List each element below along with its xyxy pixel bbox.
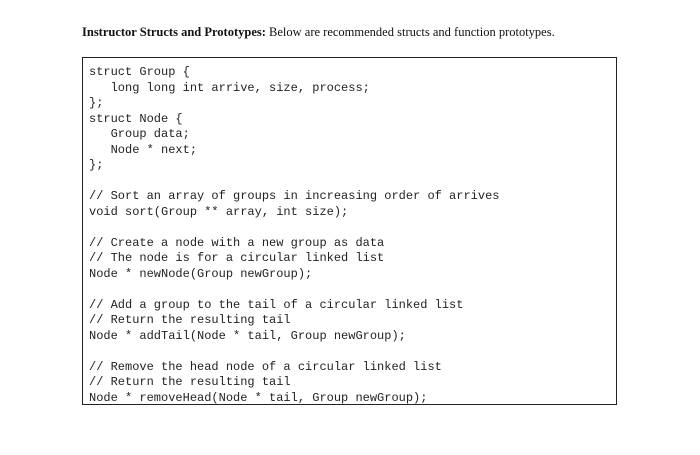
code-line: Node * removeHead(Node * tail, Group newGroup);	[89, 390, 428, 405]
remove-head-prototype	[89, 360, 499, 407]
code-line: void sort(Group ** array, int size);	[89, 204, 349, 219]
code-line: Node * addTail(Node * tail, Group newGroup);	[89, 328, 406, 343]
code-comment: // Sort an array of groups in increasing order of arrives	[89, 189, 500, 203]
code-comment: // Return the resulting tail	[89, 313, 291, 327]
code-line: long long int arrive, size, process;	[89, 80, 370, 95]
code-line: struct Group {	[89, 65, 190, 79]
code-line: struct Node {	[89, 111, 183, 126]
code-line: Group data;	[89, 127, 190, 141]
add-tail-prototype	[89, 298, 499, 345]
code-line: };	[89, 96, 104, 110]
code-comment: // The node is for a circular linked list	[89, 251, 385, 265]
code-line: };	[89, 158, 104, 172]
blank-line	[89, 174, 499, 190]
code-comment: // Create a node with a new group as data	[89, 235, 385, 250]
heading-bold-label: Instructor Structs and Prototypes:	[82, 25, 266, 39]
blank-line	[89, 344, 499, 360]
code-comment: // Remove the head node of a circular linked list	[89, 359, 442, 374]
blank-line	[89, 282, 499, 298]
code-line: Node * newNode(Group newGroup);	[89, 266, 313, 281]
sort-prototype	[89, 189, 499, 220]
struct-group-definition	[89, 65, 499, 112]
new-node-prototype	[89, 236, 499, 283]
code-comment: // Add a group to the tail of a circular linked list	[89, 297, 464, 312]
struct-node-definition	[89, 112, 499, 174]
code-block	[82, 57, 617, 405]
blank-line	[89, 220, 499, 236]
code-content	[89, 65, 499, 406]
section-heading	[82, 25, 682, 40]
code-comment: // Return the resulting tail	[89, 375, 291, 389]
heading-description: Below are recommended structs and function prototypes.	[265, 25, 555, 39]
code-line: Node * next;	[89, 142, 198, 157]
